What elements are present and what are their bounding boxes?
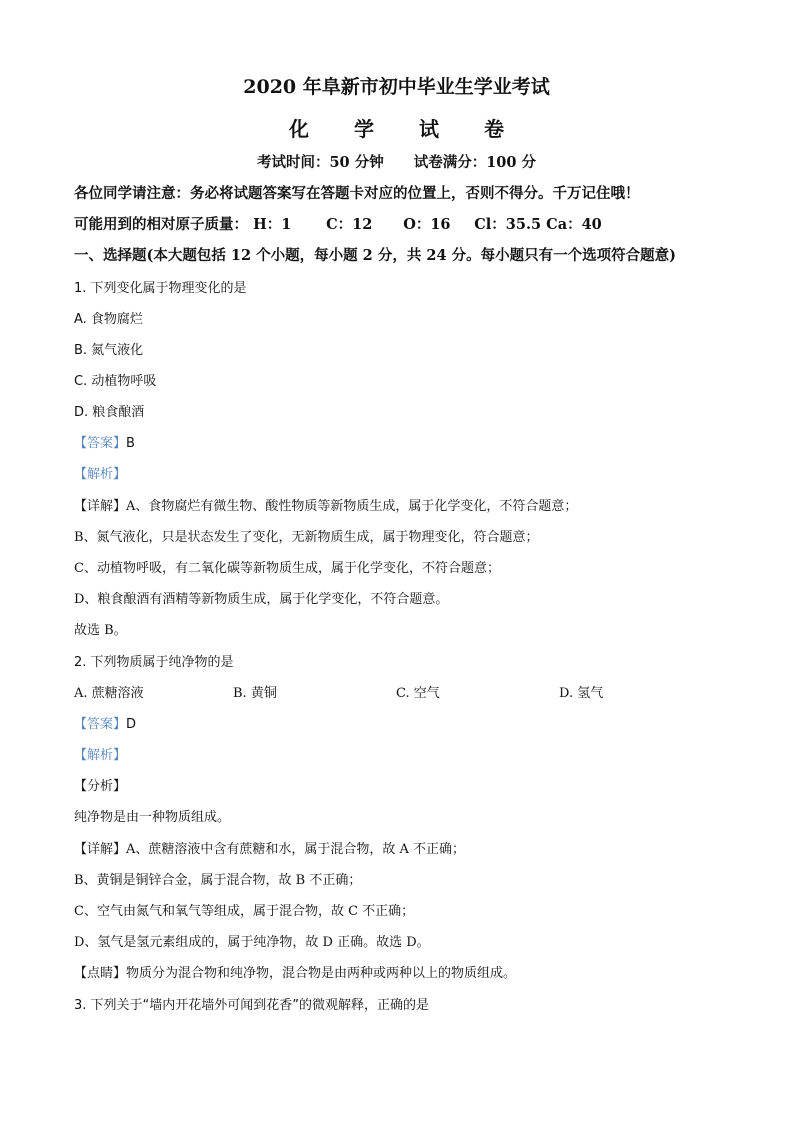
question-1-answer	[74, 432, 135, 451]
question-1-option-b: B. 氮气液化	[74, 343, 144, 358]
question-1-detail-line: B、氮气液化，只是状态发生了变化，无新物质生成，属于物理变化，符合题意；	[74, 530, 539, 545]
question-2-analysis-text: 纯净物是由一种物质组成。	[74, 810, 231, 825]
question-1-stem: 1. 下列变化属于物理变化的是	[74, 281, 247, 296]
question-2-detail-line: C、空气由氮气和氧气等组成，属于混合物，故 C 不正确；	[74, 904, 415, 919]
section-title: 一、选择题(本大题包括 12 个小题，每小题 2 分，共 24 分。每小题只有一个选项符合题意)	[74, 247, 676, 264]
question-2-detail-line	[74, 838, 465, 857]
question-1-option-a: A. 食物腐烂	[74, 312, 143, 327]
question-2-stem: 2. 下列物质属于纯净物的是	[74, 655, 234, 670]
detail-label: 【详解】	[74, 499, 127, 514]
question-3-stem: 3. 下列关于“墙内开花墙外可闻到花香”的微观解释，正确的是	[74, 998, 430, 1013]
question-1-option-c: C. 动植物呼吸	[74, 374, 157, 389]
mass-cl-ca: Cl：35.5 Ca：40	[474, 216, 602, 233]
mass-o: O：16	[403, 216, 451, 233]
exam-info	[0, 151, 793, 172]
exam-time: 考试时间：50 分钟	[256, 154, 384, 171]
atomic-masses	[74, 213, 602, 234]
full-score: 试卷满分：100 分	[413, 154, 537, 171]
comment-text: 物质分为混合物和纯净物，混合物是由两种或两种以上的物质组成。	[126, 966, 517, 981]
subject-title	[0, 113, 793, 142]
question-2-analysis-label: 【解析】	[74, 748, 127, 763]
answer-value: D	[126, 717, 137, 732]
question-2-detail-line: B、黄铜是铜锌合金，属于混合物，故 B 不正确；	[74, 873, 362, 888]
question-1-option-d: D. 粮食酿酒	[74, 405, 145, 420]
mass-h: H：1	[253, 216, 292, 233]
subject-char: 卷	[483, 117, 504, 141]
question-1-detail-line: D、粮食酿酒有酒精等新物质生成，属于化学变化，不符合题意。	[74, 592, 449, 607]
question-1-conclusion: 故选 B。	[74, 623, 127, 638]
detail-label: 【详解】	[74, 842, 127, 857]
question-2-option-a: A. 蔗糖溶液	[74, 686, 144, 701]
detail-text: A、食物腐烂有微生物、酸性物质等新物质生成，属于化学变化，不符合题意；	[126, 499, 578, 514]
mass-c: C：12	[326, 216, 373, 233]
detail-text: A、蔗糖溶液中含有蔗糖和水，属于混合物，故 A 不正确；	[126, 842, 466, 857]
question-1-detail-line: C、动植物呼吸，有二氧化碳等新物质生成，属于化学变化，不符合题意；	[74, 561, 500, 576]
subject-char: 化	[289, 117, 310, 141]
comment-label: 【点睛】	[74, 966, 127, 981]
question-2-option-c: C. 空气	[396, 686, 440, 701]
question-2-option-d: D. 氢气	[559, 686, 604, 701]
subject-char: 学	[354, 117, 375, 141]
notice: 各位同学请注意：务必将试题答案写在答题卡对应的位置上，否则不得分。千万记住哦！	[74, 185, 640, 202]
answer-label: 【答案】	[74, 436, 127, 451]
exam-title: 2020 年阜新市初中毕业生学业考试	[243, 76, 550, 98]
answer-value: B	[126, 436, 135, 451]
question-1-detail-line	[74, 495, 577, 514]
question-2-comment	[74, 962, 516, 981]
subject-char: 试	[418, 117, 439, 141]
question-2-answer	[74, 713, 136, 732]
question-2-detail-line: D、氢气是氢元素组成的，属于纯净物，故 D 正确。故选 D。	[74, 935, 430, 950]
atomic-masses-label: 可能用到的相对原子质量：	[74, 216, 248, 233]
question-2-option-b: B. 黄铜	[233, 686, 277, 701]
question-2-analysis-sub-label: 【分析】	[74, 779, 127, 794]
question-1-analysis-label: 【解析】	[74, 467, 127, 482]
answer-label: 【答案】	[74, 717, 127, 732]
